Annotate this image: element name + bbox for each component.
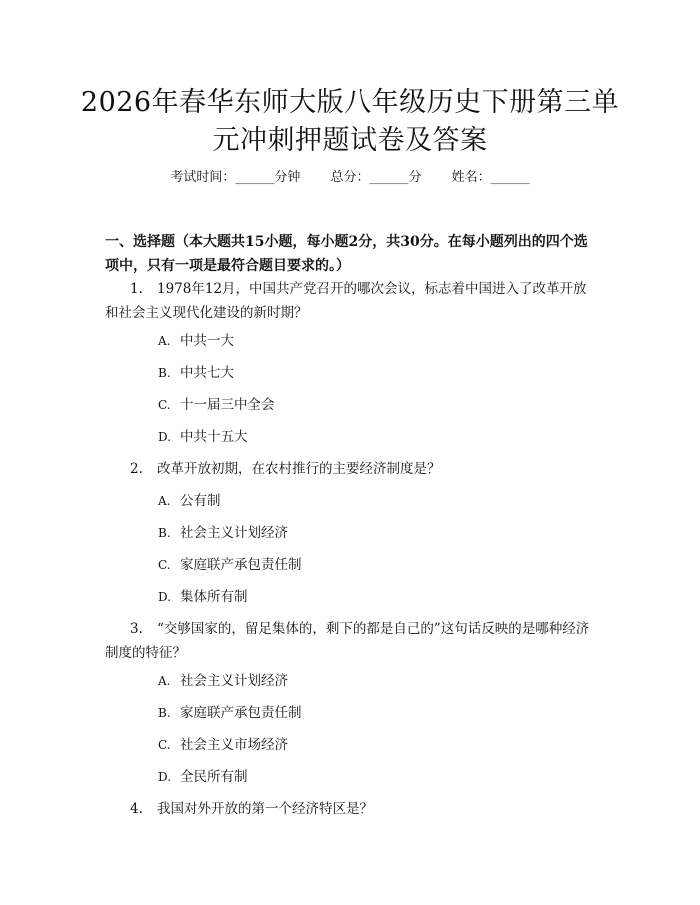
exam-meta (0, 168, 700, 188)
document-title (60, 84, 640, 160)
question-text: “交够国家的，留足集体的，剩下的都是自己的”这句话反映的是哪种经济制度的特征？ (105, 621, 590, 661)
option-text: 集体所有制 (180, 589, 248, 605)
option (158, 735, 288, 755)
question-text: 1978年12月，中国共产党召开的哪次会议，标志着中国进入了改革开放和社会主义现代化建设的新时期？ (105, 281, 587, 321)
option (158, 767, 248, 787)
question (105, 797, 600, 821)
option-letter: C. (158, 558, 171, 572)
option-letter: D. (158, 430, 172, 444)
question-number: 3. (130, 621, 143, 637)
option-letter: B. (158, 526, 171, 540)
option-letter: B. (158, 366, 171, 380)
question (105, 457, 600, 481)
option (158, 587, 248, 607)
option-letter: D. (158, 590, 172, 604)
student-name: 姓名：______ (451, 170, 530, 185)
question (105, 617, 600, 665)
option-letter: C. (158, 398, 171, 412)
option-text: 社会主义计划经济 (180, 525, 288, 541)
option (158, 523, 288, 543)
question-text: 我国对外开放的第一个经济特区是？ (157, 801, 373, 817)
option-letter: A. (158, 674, 171, 688)
question-number: 1. (130, 281, 143, 297)
option (158, 703, 302, 723)
option (158, 491, 221, 511)
option-text: 中共十五大 (180, 429, 248, 445)
option-text: 十一届三中全会 (180, 397, 275, 413)
question-number: 4. (130, 801, 143, 817)
option-text: 中共一大 (180, 333, 234, 349)
option-text: 社会主义市场经济 (180, 737, 288, 753)
total-score: 总分：______分 (330, 170, 422, 185)
option (158, 363, 234, 383)
option-text: 家庭联产承包责任制 (180, 557, 302, 573)
exam-time: 考试时间：______分钟 (170, 170, 301, 185)
option (158, 427, 248, 447)
option (158, 555, 302, 575)
title-line-2: 元冲刺押题试卷及答案 (212, 125, 488, 156)
option-text: 中共七大 (180, 365, 234, 381)
option-letter: D. (158, 770, 172, 784)
option-text: 社会主义计划经济 (180, 673, 288, 689)
title-line-1: 2026年春华东师大版八年级历史下册第三单 (80, 87, 620, 118)
option-text: 家庭联产承包责任制 (180, 705, 302, 721)
option (158, 331, 234, 351)
option-letter: A. (158, 494, 171, 508)
option-letter: A. (158, 334, 171, 348)
question-text: 改革开放初期，在农村推行的主要经济制度是？ (157, 461, 441, 477)
section-heading: 一、选择题（本大题共15小题，每小题2分，共30分。在每小题列出的四个选项中，只有一项是最符合题目要求的。） (105, 234, 588, 274)
option-letter: B. (158, 706, 171, 720)
question-number: 2. (130, 461, 143, 477)
option (158, 671, 288, 691)
question (105, 277, 600, 325)
option (158, 395, 275, 415)
option-text: 公有制 (180, 493, 221, 509)
option-text: 全民所有制 (180, 769, 248, 785)
option-letter: C. (158, 738, 171, 752)
